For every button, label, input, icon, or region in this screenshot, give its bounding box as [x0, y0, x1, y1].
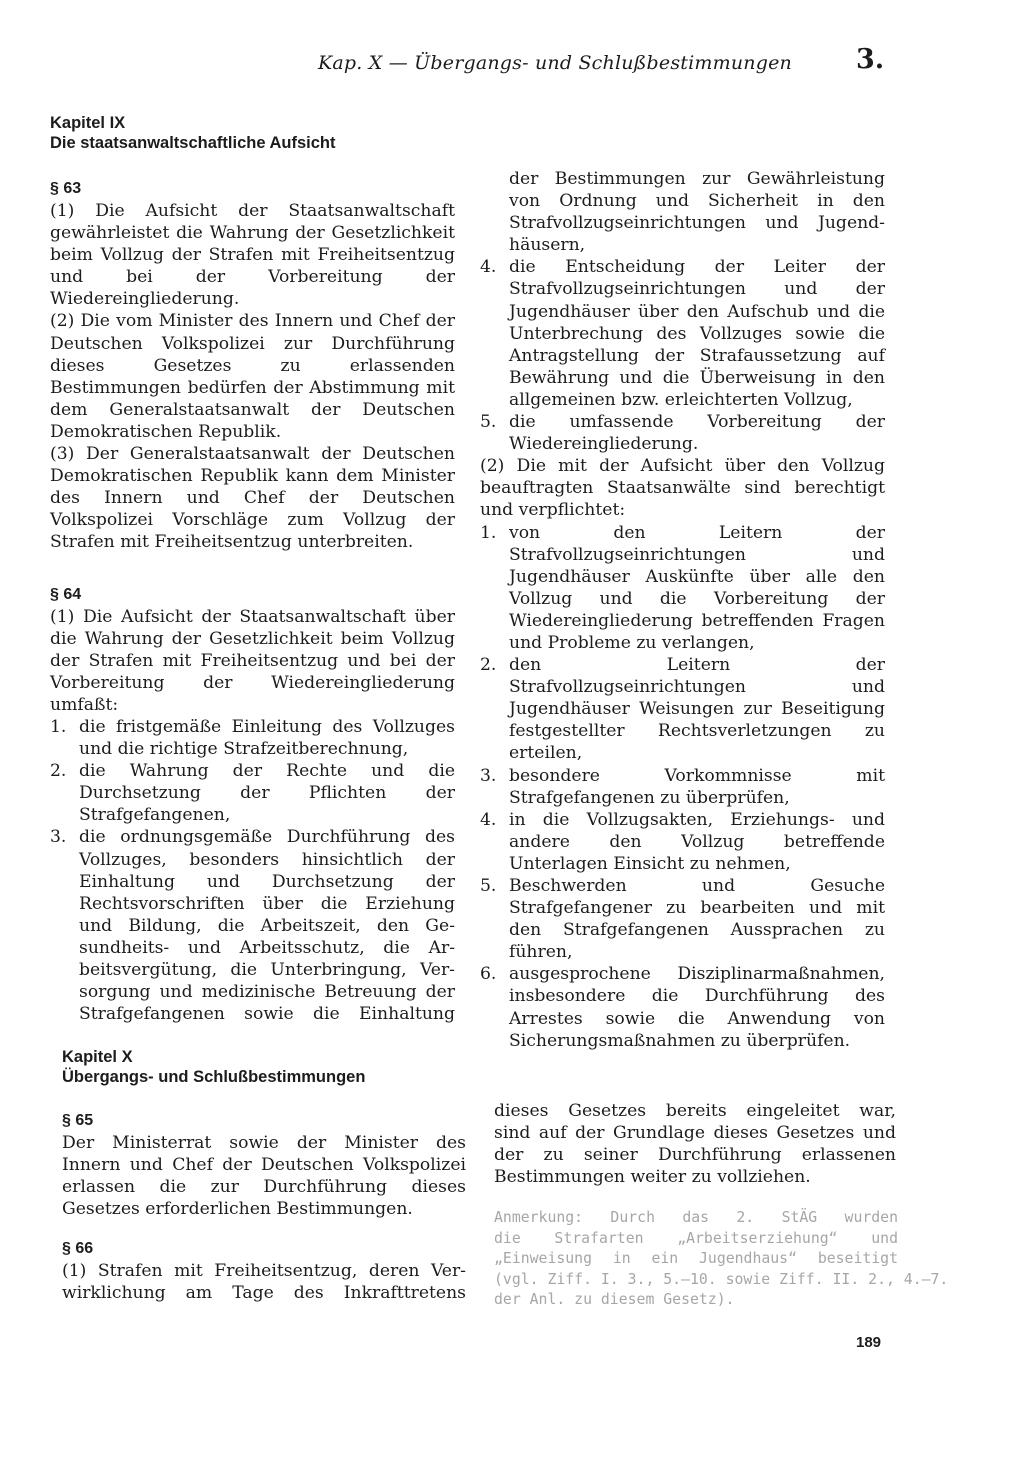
list-item	[480, 654, 885, 764]
chapter-10-title: Kapitel X	[62, 1048, 133, 1066]
section-65-heading: § 65	[62, 1112, 94, 1129]
section-63-p1: (1) Die Aufsicht der Staatsanwaltschaft gewährleistet die Wahrung der Gesetzlichkeit beim Vollzug der Strafen mit Freiheitsentzug und bei der Vorbereitung der Wiedereingliederung.	[50, 201, 455, 310]
section-64-p2-intro: (2) Die mit der Aufsicht über den Vollzug beauftragten Staatsanwälte sind berechtigt und verpflichtet:	[480, 456, 885, 521]
list-item	[480, 256, 885, 411]
list-item-number: 2.	[480, 655, 497, 676]
list-item-number: 6.	[480, 964, 497, 985]
list-item-number: 5.	[480, 876, 497, 896]
list-item-number: 2.	[50, 761, 67, 782]
list-item-text: ausgesprochene Disziplinarmaßnahmen, insbesondere die Durchführung des Arrestes sowie die Anwendung von Sicherungsmaßnahmen zu überprüfen.	[509, 964, 885, 1051]
section-66-text-end: dieses Gesetzes bereits eingeleitet war, sind auf der Grundlage dieses Gesetzes und der zu seiner Durchführung erlassenen Bestimmungen weiter zu vollziehen.	[494, 1101, 896, 1188]
list-item	[480, 875, 885, 963]
list-item-text: von den Leitern der Strafvollzugseinrichtungen und Jugendhäuser Auskünfte über alle den Vollzug und die Vorbereitung der Wiedereingliederung betreffenden Fragen und Probleme zu verlangen,	[509, 522, 885, 653]
list-item-number: 3.	[480, 765, 497, 786]
list-item-text: die umfassende Vorbereitung der Wiedereingliederung.	[509, 412, 885, 455]
page-number: 189	[856, 1334, 882, 1351]
right-column-lower	[494, 1100, 896, 1188]
list-item-text: den Leitern der Strafvollzugseinrichtungen und Jugendhäuser Weisungen zur Beseitigung festgestellter Rechtsverletzungen zu erteilen,	[509, 655, 885, 764]
list-item	[50, 716, 455, 760]
list-item	[480, 411, 885, 455]
right-column-upper	[480, 168, 885, 1052]
list-item-number: 1.	[480, 522, 497, 543]
list-item	[480, 809, 885, 875]
list-item-text: Beschwerden und Gesuche Strafgefangener zu bearbeiten und mit den Strafgefangenen Aussprachen zu führen,	[509, 876, 885, 963]
list-item-continuation: der Bestimmungen zur Gewährleistung von Ordnung und Sicherheit in den Strafvollzugseinrichtungen und Jugend- häusern,	[509, 169, 885, 256]
section-64-intro: (1) Die Aufsicht der Staatsanwaltschaft über die Wahrung der Gesetzlichkeit beim Vollzug der Strafen mit Freiheitsentzug und bei der Vorbereitung der Wiedereingliederung umfaßt:	[50, 606, 455, 715]
list-item-text: die Wahrung der Rechte und die Durchsetzung der Pflichten der Strafgefangenen,	[79, 761, 455, 826]
list-item-number: 1.	[50, 716, 67, 737]
list-item	[50, 760, 455, 826]
list-item-number: 4.	[480, 809, 497, 830]
left-column-upper	[50, 178, 455, 1025]
section-63-p3: (3) Der Generalstaatsanwalt der Deutschen Demokratischen Republik kann dem Minister des Innern und Chef der Deutschen Volkspolizei Vorschläge zum Vollzug der Strafen mit Freiheitsentzug unterbreiten.	[50, 444, 455, 553]
list-item-text: die fristgemäße Einleitung des Vollzuges und die richtige Strafzeitberechnung,	[79, 716, 455, 760]
section-66-heading: § 66	[62, 1240, 94, 1258]
chapter-10-subtitle: Übergangs- und Schlußbestimmungen	[62, 1068, 366, 1086]
section-63-heading: § 63	[50, 180, 82, 197]
list-item	[480, 522, 885, 655]
annotation-note: Anmerkung: Durch das 2. StÄG wurden die Strafarten „Arbeitserziehung“ und „Einweisung in ein Jugendhaus“ beseitigt (vgl. Ziff. I. 3., 5.—10. sowie Ziff. II. 2., 4.—7. der Anl. zu diesem Gesetz).	[494, 1209, 949, 1308]
list-item	[480, 963, 885, 1051]
left-column-lower	[62, 1110, 466, 1305]
list-item-number: 5.	[480, 412, 497, 433]
list-item-number: 4.	[480, 257, 497, 278]
list-item-number: 3.	[50, 827, 67, 848]
list-item-text: in die Vollzugsakten, Erziehungs- und andere den Vollzug betreffende Unterlagen Einsicht zu nehmen,	[509, 809, 885, 874]
list-item	[480, 765, 885, 809]
chapter-9-subtitle: Die staatsanwaltschaftliche Aufsicht	[50, 134, 336, 152]
list-item-text: die Entscheidung der Leiter der Strafvollzugseinrichtungen und der Jugendhäuser über den Aufschub und die Unterbrechung des Vollzuges sowie die Antragstellung der Strafaussetzung auf Bewährung und die Überweisung in den allgemeinen bzw. erleichterten Vollzug,	[509, 257, 885, 410]
section-64-heading: § 64	[50, 585, 82, 603]
list-item-text: besondere Vorkommnisse mit Strafgefangenen zu überprüfen,	[509, 765, 885, 808]
chapter-badge: 3.	[856, 44, 885, 75]
section-63-p2: (2) Die vom Minister des Innern und Chef der Deutschen Volkspolizei zur Durchführung dieses Gesetzes zu erlassenden Bestimmungen bedürfen der Abstimmung mit dem Generalstaatsanwalt der Deutschen Demokratischen Republik.	[50, 311, 455, 442]
chapter-9-title: Kapitel IX	[50, 114, 126, 132]
section-65-text: Der Ministerrat sowie der Minister des Innern und Chef der Deutschen Volkspolizei erlassen die zur Durchführung dieses Gesetzes erforderlichen Bestimmungen.	[62, 1133, 466, 1220]
running-head: Kap. X — Übergangs- und Schlußbestimmungen	[318, 52, 792, 74]
list-item-split: 3. die ordnungsgemäße Durchführung des Vollzuges, besonders hinsichtlich der Einhaltung und Durchsetzung der Rechtsvorschriften über die Erziehung und Bildung, die Arbeitszeit, den Ge- sundheits- und Arbeitsschutz, die Ar- beitsvergütung, die Unterbringung, Ver- sorgung und medizinische Betreuung der Strafgefangenen sowie die Einhaltung	[50, 827, 455, 1025]
section-66-text-start: (1) Strafen mit Freiheitsentzug, deren Ver- wirklichung am Tage des Inkrafttretens	[62, 1261, 466, 1304]
